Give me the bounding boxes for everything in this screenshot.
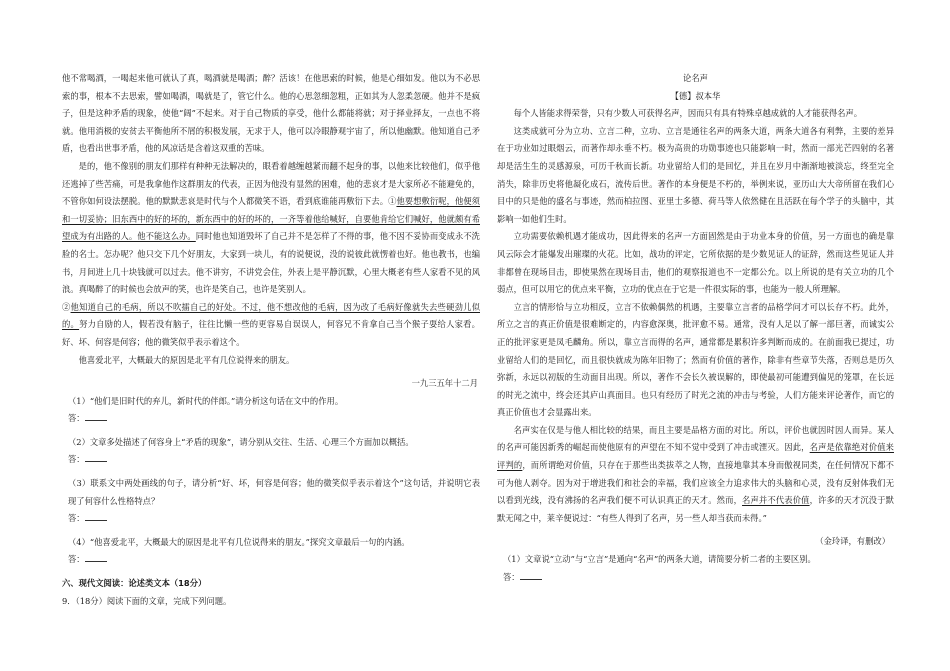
marker-1: ① xyxy=(388,196,397,207)
answer-line xyxy=(62,510,480,528)
date-line: 一九三五年十二月 xyxy=(411,378,478,389)
answer-line xyxy=(62,551,480,569)
marker-2: ② xyxy=(62,301,71,312)
answer-blank[interactable] xyxy=(85,411,107,421)
answer-line xyxy=(62,410,480,428)
section-heading: 六、现代文阅读：论述类文本（18分） xyxy=(62,578,207,589)
paragraph xyxy=(62,299,480,352)
paragraph xyxy=(497,422,894,528)
paragraph: 他喜爱北平，大概最大的原因是北平有几位说得来的朋友。 xyxy=(78,354,295,365)
answer-blank[interactable] xyxy=(85,452,107,462)
paragraph: 这类成就可分为立功、立言二种，立功、立言是通往名声的两条大道，两条大道各有利弊，主要的差异在于功业如过眼烟云，而著作却永垂不朽。极为高贵的功勋事迹也只能影响一时，然而一部光芒四射的名著却是活生生的灵感源泉，可历千秋而长新。功业留给人们的是回忆，并且在岁月中渐渐地被淡忘，终至完全消失，除非历史将他凝化成石，流传后世。著作的本身便是不朽的，举例来说，亚历山大大帝所留在我们心目中的只是他的盛名与事迹，然而柏拉图、亚里士多德、荷马等人依然健在且活跃在每个学子的头脑中，其影响一如他们生时。 xyxy=(497,125,894,224)
underlined-phrase-2: 名声并不代表价值 xyxy=(742,495,810,506)
text-run: 名声实在仅是与他人相比较的结果，而且主要是品格方面的对比。所以，评价也就因时因人而异。某人的名声可能因新秀的崛起而使他原有的声望在不知不觉中受到了冲击或湮灭。因此， xyxy=(497,424,894,453)
answer-label: 答： xyxy=(68,454,85,465)
underlined-sentence-2: 他知道自己的毛病，所以不吹擂自己的好处。不过，他不想改他的毛病，因为改了毛病好像就失去些硬劲儿似的。 xyxy=(62,301,480,330)
article-author: 【德】叔本华 xyxy=(670,90,721,101)
paragraph: 立言的情形恰与立功相反，立言不依赖偶然的机遇，主要靠立言者的品格学问才可以长存不朽。此外，所立之言的真正价值是很难断定的，内容愈深奥，批评愈不易。通常，没有人足以了解一部巨著，而诚实公正的批评家更是凤毛麟角。所以，靠立言而得的名声，通常都是累积许多判断而成的。在前面我已提过，功业留给人们的是回忆，而且很快就成为陈年旧物了；然而有价值的著作，除非有些章节失落，否则总是历久弥新，永远以初版的生动面目出现。所以，著作不会长久被误解的，即使最初可能遭到偏见的笼罩，在长远的时光之流中，终会还其庐山真面目。也只有经历了时光之流的冲击与考验，人们方能来评论著作，而它的真正价值也才会显露出来。 xyxy=(497,301,894,418)
right-column xyxy=(497,70,894,586)
question-2: （2）文章多处描述了何容身上“矛盾的现象”，请分别从交往、生活、心理三个方面加以概括。 xyxy=(68,436,414,447)
answer-label: 答： xyxy=(68,413,85,424)
question-r1: （1）文章说“立动”与“立言”是通向“名声”的两条大道，请简要分析二者的主要区别。 xyxy=(503,554,816,565)
underlined-phrase-1: 名声是依靠绝对价值来评判的 xyxy=(497,442,894,471)
left-column xyxy=(62,70,480,610)
answer-label: 答： xyxy=(503,571,520,582)
text-run: 努力自励的人，假若没有脑子，往往比懒一些的更容易自误误人，何容兄不肯拿自己当个猴子耍给人家看。好、坏、何容是何容；他的微笑似乎表示着这个。 xyxy=(62,319,480,347)
question-4: （4）“他喜爱北平，大概最大的原因是北平有几位说得来的朋友。”探究文章最后一句的内涵。 xyxy=(68,536,410,547)
paragraph: 立功需要依赖机遇才能成功，因此得来的名声一方面固然是由于功业本身的价值，另一方面也的确是靠风云际会才能爆发出璀璨的火花。比如，战功的评定，它所依据的是少数见证人的证辞，然而这些见证人并非都曾在现场目击，即使果然在现场目击，他们的观察报道也不一定都公允。以上所说的是有关立功的几个弱点，但可以用它的优点来平衡，立功的优点在于它是一件很实际的事，也能为一般人所理解。 xyxy=(497,231,894,295)
text-run: ，而所谓绝对价值，只存在于那些出类拔萃之人物，直接地靠其本身而傲视同类，在任何情况下都不可为他人剥夺。因为对于增进我们和社会的幸福，我们应该全力追求伟大的头脑和心灵，没有反射体我们无以看到光线，没有沸扬的名声我们便不可认识真正的天才。然而， xyxy=(497,460,894,506)
source-note: （金玲译，有删改） xyxy=(815,536,890,547)
paragraph: 每个人皆能求得荣誉，只有少数人可获得名声，因而只有具有特殊卓越成就的人才能获得名声。 xyxy=(513,108,863,119)
answer-blank[interactable] xyxy=(85,552,107,562)
question-3: （3）联系文中两处画线的句子，请分析“好、坏，何容是何容；他的微笑似乎表示着这个”这句话，并说明它表现了何容什么性格特点？ xyxy=(68,478,480,506)
answer-label: 答： xyxy=(68,554,85,565)
text-run: 同时他也知道毁坏了自己并不是怎样了不得的事，他不因不妥协而变成永不洗脸的名士。怎办呢？他只交下几个好朋友，大家到一块儿，有的说便说，没的说彼此就愣着也好。他也教书，也编书，月间进上几十块钱就可以过去。他不讲穷，不讲党会住，外表上是平静沉默，心里大概老有些人家看不见的风浪。真喝醉了的时候也会放声的笑，也许是笑自己，也许是笑别人。 xyxy=(62,231,480,295)
answer-line xyxy=(497,569,894,587)
question-9: 9．（18分）阅读下面的文章，完成下列问题。 xyxy=(62,595,232,606)
underlined-sentence-1: 他要想敷衍呢，他便须和一切妥协；旧东西中的好的坏的，新东西中的好的坏的，一齐等着他给喊好，自要他肯给它们喊好，他就颇有希望成为有出路的人。他不能这么办。 xyxy=(62,196,480,242)
answer-blank[interactable] xyxy=(85,511,107,521)
text-run: ，许多的天才沉没于默默无闻之中，莱辛便说过：“有些人得到了名声，另一些人却当获而未得。” xyxy=(497,495,894,523)
answer-line xyxy=(62,451,480,469)
question-1: （1）“他们是旧时代的弃儿，新时代的伴郎。”请分析这句话在文中的作用。 xyxy=(68,395,344,406)
text-run: 是的，他不像别的朋友们那样有种种无法解决的，眼看着越缠越紧而翻不起身的事，以他来比较他们，似乎他还逃掉了些苦痛，可是我拿他作这群朋友的代表，正因为他没有显然的困难，他的悲哀才是大家所必不能避免的，不管你如何设法摆脱。他的默默悲哀是时代与个人都微笑不语，看到底谁能再敷衍下去。 xyxy=(62,160,480,207)
paragraph: 他不常喝酒，一喝起来他可就认了真，喝酒就是喝酒；醉？活该！在他思索的时候，他是心细如发。他以为不必思索的事，根本不去思索，譬如喝酒，喝就是了，管它什么。他的心思忽细忽粗，正如其为人忽柔忽硬。他并不是疯子，但是这种矛盾的现象，使他“阔”不起来。对于自己物质的享受，他什么都能将就；对于择业择友，一点也不将就。他用消极的安贫去平衡他所不屑的积极发展，无求于人，他可以冷眼静观宇宙了，所以他幽默。他知道自己矛盾，也看出世事矛盾，他的风凉话是含着这双重的苦味。 xyxy=(62,73,480,154)
article-title: 论名声 xyxy=(683,73,708,83)
answer-blank[interactable] xyxy=(520,570,542,580)
paragraph xyxy=(62,158,480,299)
answer-label: 答： xyxy=(68,513,85,524)
